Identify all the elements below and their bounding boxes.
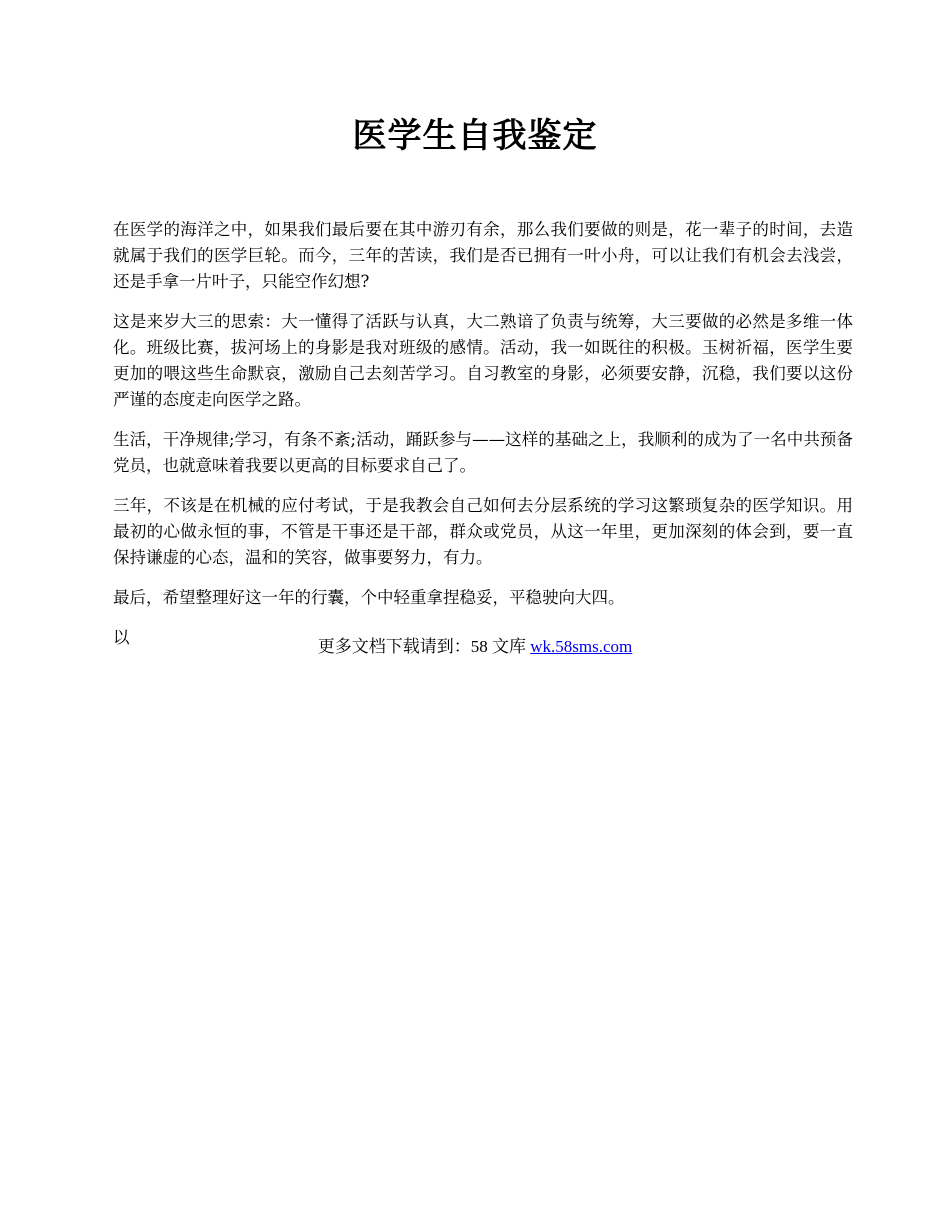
footer-download-note — [0, 634, 950, 660]
footer-link[interactable]: wk.58sms.com — [530, 637, 633, 656]
footer-prefix-text: 更多文档下载请到：58 文库 — [317, 637, 531, 656]
paragraph-3: 生活，干净规律;学习，有条不紊;活动，踊跃参与——这样的基础之上，我顺利的成为了一名中共预备党员，也就意味着我要以更高的目标要求自己了。 — [113, 430, 853, 475]
document-body — [113, 217, 853, 665]
paragraph-6: 以 — [113, 628, 130, 647]
paragraph-5: 最后，希望整理好这一年的行囊，个中轻重拿捏稳妥，平稳驶向大四。 — [113, 588, 625, 607]
paragraph-1: 在医学的海洋之中，如果我们最后要在其中游刃有余，那么我们要做的则是，花一辈子的时间，去造就属于我们的医学巨轮。而今，三年的苦读，我们是否已拥有一叶小舟，可以让我们有机会去浅尝，还是手拿一片叶子，只能空作幻想? — [113, 220, 853, 291]
paragraph-2: 这是来岁大三的思索：大一懂得了活跃与认真，大二熟谙了负责与统筹，大三要做的必然是多维一体化。班级比赛，拔河场上的身影是我对班级的感情。活动，我一如既往的积极。玉树祈福，医学生要更加的喂这些生命默哀，激励自己去刻苦学习。自习教室的身影，必须要安静，沉稳，我们要以这份严谨的态度走向医学之路。 — [113, 312, 853, 409]
document-title: 医学生自我鉴定 — [352, 116, 598, 156]
paragraph-4: 三年，不该是在机械的应付考试，于是我教会自己如何去分层系统的学习这繁琐复杂的医学知识。用最初的心做永恒的事，不管是干事还是干部，群众或党员，从这一年里，更加深刻的体会到，要一直保持谦虚的心态，温和的笑容，做事要努力，有力。 — [113, 496, 853, 567]
